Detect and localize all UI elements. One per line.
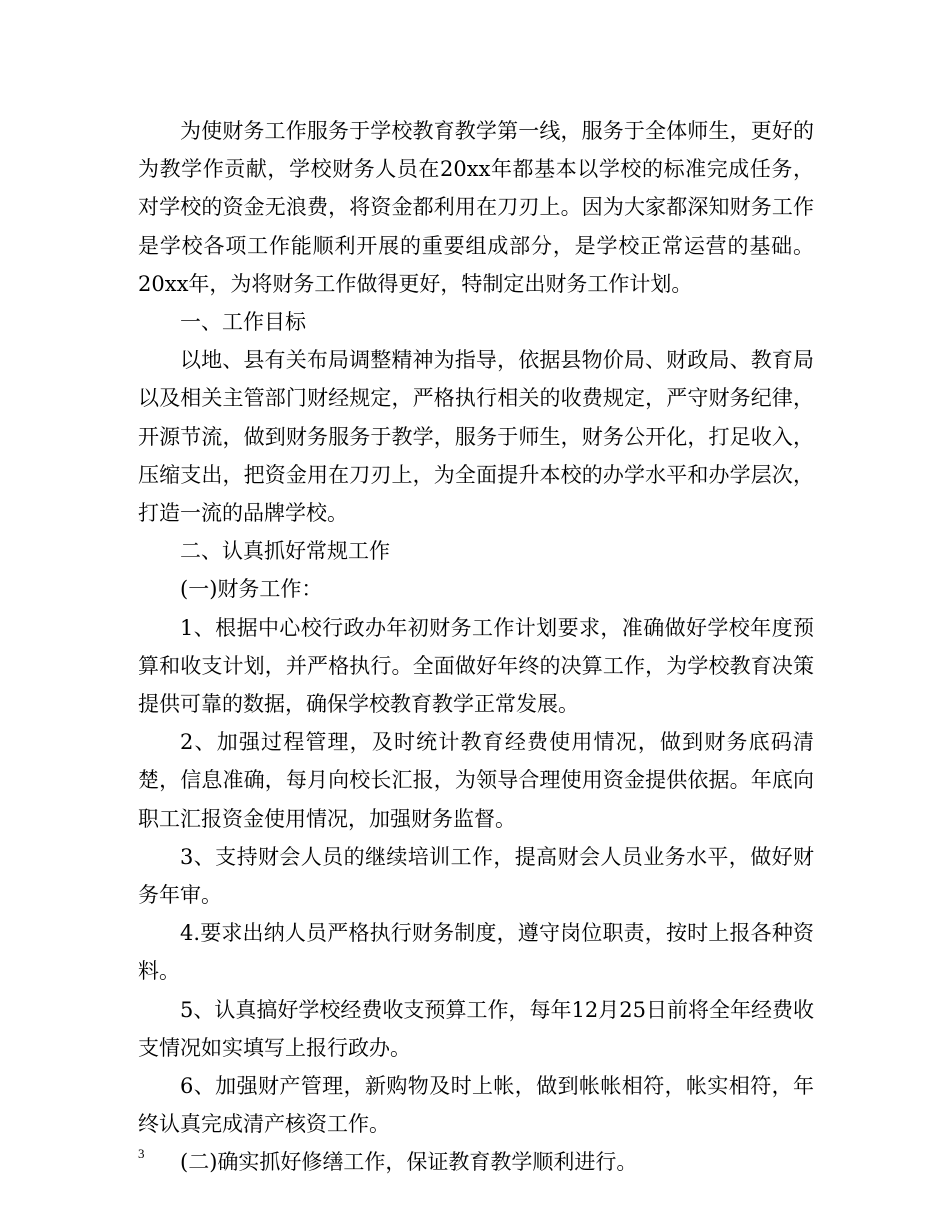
list-item-1: 1、根据中心校行政办年初财务工作计划要求，准确做好学校年度预算和收支计划，并严格执行。全面做好年终的决算工作，为学校教育决策提供可靠的数据，确保学校教育教学正常发展。 [138, 615, 814, 717]
subsection-heading-repair-work: (二)确实抓好修缮工作，保证教育教学顺利进行。 [180, 1150, 638, 1175]
list-item-3: 3、支持财会人员的继续培训工作，提高财会人员业务水平，做好财务年审。 [138, 844, 814, 908]
list-item-4: 4.要求出纳人员严格执行财务制度，遵守岗位职责，按时上报各种资料。 [138, 921, 814, 984]
list-item-2: 2、加强过程管理，及时统计教育经费使用情况，做到财务底码清楚，信息准确，每月向校长汇报，为领导合理使用资金提供依据。年底向职工汇报资金使用情况，加强财务监督。 [138, 730, 814, 831]
list-item-6: 6、加强财产管理，新购物及时上帐，做到帐帐相符，帐实相符，年终认真完成清产核资工作。 [138, 1074, 814, 1137]
page-number: 3 [138, 1146, 145, 1161]
document-body [138, 112, 814, 1182]
section-heading-routine-work: 二、认真抓好常规工作 [180, 539, 390, 564]
list-item-5: 5、认真搞好学校经费收支预算工作，每年12月25日前将全年经费收支情况如实填写上报行政办。 [138, 997, 814, 1060]
subsection-heading-finance-work: (一)财务工作： [180, 577, 323, 602]
section-heading-work-goals: 一、工作目标 [180, 310, 306, 335]
intro-paragraph: 为使财务工作服务于学校教育教学第一线，服务于全体师生，更好的为教学作贡献，学校财务人员在20xx年都基本以学校的标准完成任务，对学校的资金无浪费，将资金都利用在刀刃上。因为大家都深知财务工作是学校各项工作能顺利开展的重要组成部分，是学校正常运营的基础。20xx年，为将财务工作做得更好，特制定出财务工作计划。 [138, 119, 814, 296]
work-goals-paragraph: 以地、县有关布局调整精神为指导，依据县物价局、财政局、教育局以及相关主管部门财经规定，严格执行相关的收费规定，严守财务纪律，开源节流，做到财务服务于教学，服务于师生，财务公开化，打足收入，压缩支出，把资金用在刀刃上，为全面提升本校的办学水平和办学层次，打造一流的品牌学校。 [138, 348, 814, 526]
